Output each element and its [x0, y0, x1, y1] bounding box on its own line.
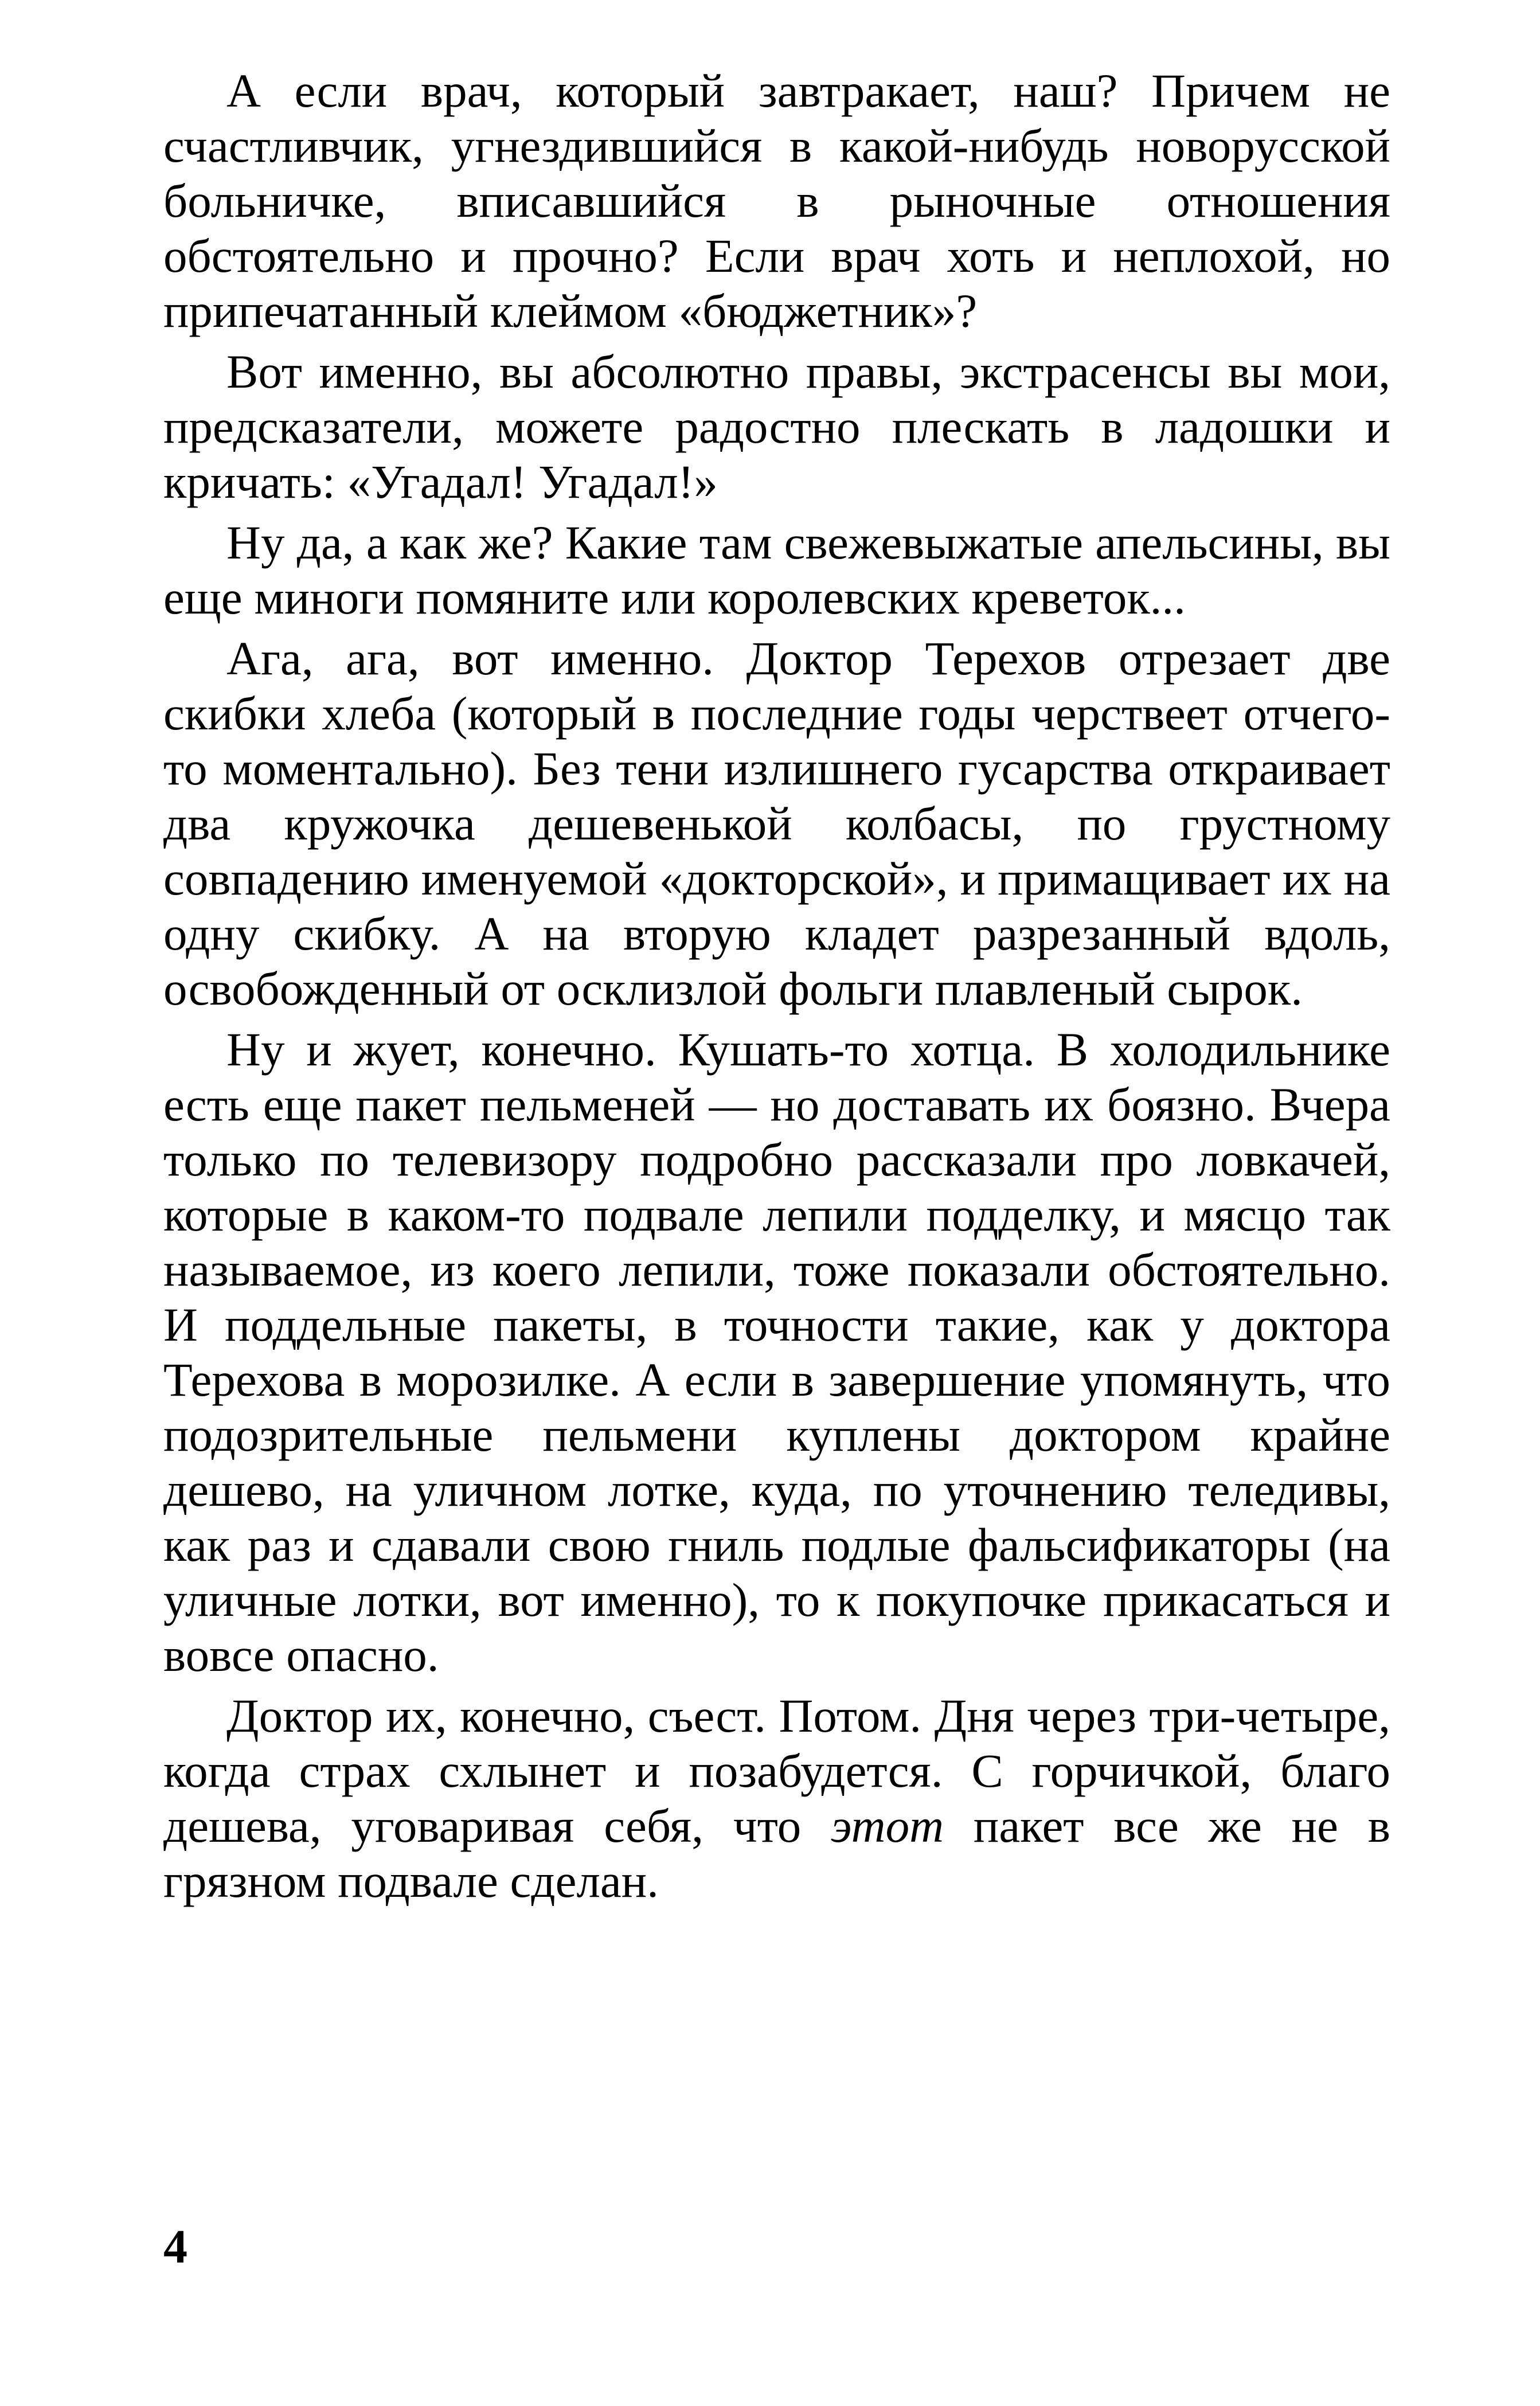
- paragraph-5: Ну и жует, конечно. Кушать-то хотца. В холодильнике есть еще пакет пельменей — но доставать их боязно. Вчера только по телевизору подробно рассказали про ловкачей, которые в каком-то подвале лепили подделку, и мясцо так называемое, из коего лепили, тоже показали обстоятельно. И поддельные пакеты, в точности такие, как у доктора Терехова в морозилке. А если в завершение упомянуть, что подозрительные пельмени куплены доктором крайне дешево, на уличном лотке, куда, по уточнению теледивы, как раз и сдавали свою гниль подлые фальсификаторы (на уличные лотки, вот именно), то к покупочке прикасаться и вовсе опасно.: [163, 1023, 1390, 1681]
- body-text: [163, 63, 1390, 1908]
- paragraph-1: А если врач, который завтракает, наш? Причем не счастливчик, угнездившийся в какой-нибудь новорусской больничке, вписавшийся в рыночные отношения обстоятельно и прочно? Если врач хоть и неплохой, но припечатанный клеймом «бюджетник»?: [163, 64, 1390, 337]
- paragraph-3: Ну да, а как же? Какие там свежевыжатые апельсины, вы еще миноги помяните или королевских креветок...: [163, 516, 1390, 624]
- paragraph-4: Ага, ага, вот именно. Доктор Терехов отрезает две скибки хлеба (который в последние годы черствеет отчего-то моментально). Без тени излишнего гусарства откраивает два кружочка дешевенькой колбасы, по грустному совпадению именуемой «докторской», и примащивает их на одну скибку. А на вторую кладет разрезанный вдоль, освобожденный от осклизлой фольги плавленый сырок.: [163, 632, 1390, 1015]
- paragraph-6: [163, 1688, 1390, 1908]
- paragraph-6-end: пакет все же не в грязном подвале сделан.: [163, 1799, 1390, 1907]
- book-page: [163, 63, 1390, 2334]
- italic-word: этот: [831, 1799, 944, 1852]
- page-number: 4: [163, 2220, 187, 2274]
- paragraph-2: Вот именно, вы абсолютно правы, экстрасенсы вы мои, предсказатели, можете радостно плескать в ладошки и кричать: «Угадал! Угадал!»: [163, 345, 1390, 508]
- paragraph-6-start: Доктор их, конечно, съест. Потом. Дня через три-четыре, когда страх схлынет и позабудется. С горчичкой, благо дешева, уговаривая себя, что: [163, 1689, 1390, 1852]
